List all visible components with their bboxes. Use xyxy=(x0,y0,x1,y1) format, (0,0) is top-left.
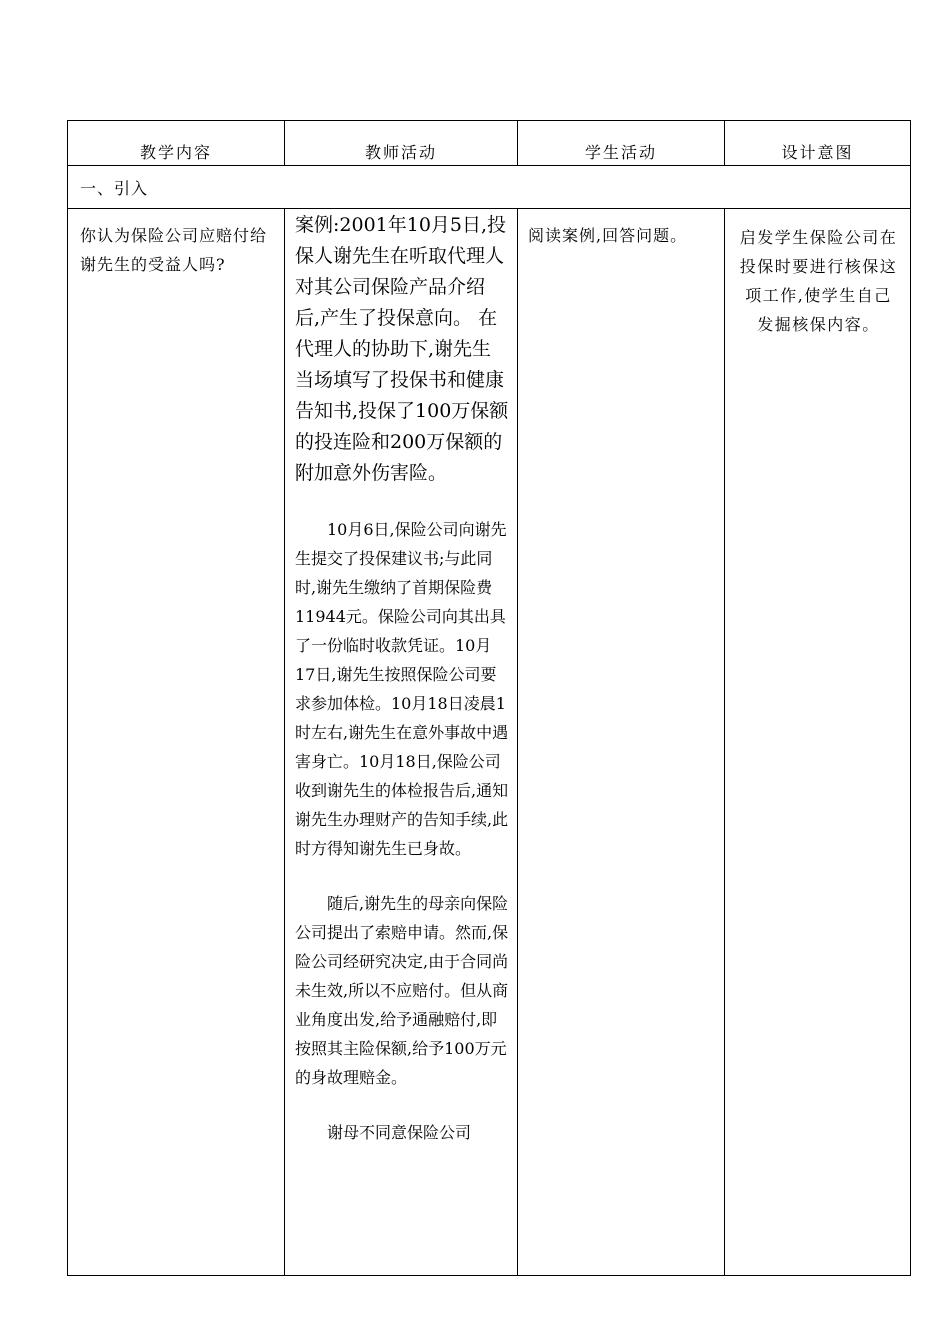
header-teacher: 教师活动 xyxy=(285,121,518,166)
student-cell xyxy=(518,209,725,1276)
teacher-activity xyxy=(285,209,517,1147)
section-label: 一、引入 xyxy=(68,166,911,209)
section-row xyxy=(68,166,911,209)
lesson-plan-table xyxy=(67,120,911,1276)
case-paragraph-2: 10月6日,保险公司向谢先生提交了投保建议书;与此同时,谢先生缴纳了首期保险费11944元。保险公司向其出具了一份临时收款凭证。10月17日,谢先生按照保险公司要求参加体检。10月18日凌晨1时左右,谢先生在意外事故中遇害身亡。10月18日,保险公司收到谢先生的体检报告后,通知谢先生办理财产的告知手续,此时方得知谢先生已身故。 xyxy=(295,520,509,858)
case-paragraph-3: 随后,谢先生的母亲向保险公司提出了索赔申请。然而,保险公司经研究决定,由于合同尚未生效,所以不应赔付。但从商业角度出发,给予通融赔付,即按照其主险保额,给予100万元的身故理赔金。 xyxy=(295,894,509,1087)
content-text: 你认为保险公司应赔付给谢先生的受益人吗? xyxy=(80,226,268,274)
design-intent: 启发学生保险公司在投保时要进行核保这项工作,使学生自己发掘核保内容。 xyxy=(739,228,898,334)
header-student: 学生活动 xyxy=(518,121,725,166)
intent-cell xyxy=(725,209,911,1276)
header-content: 教学内容 xyxy=(68,121,285,166)
case-intro: 案例:2001年10月5日,投保人谢先生在听取代理人对其公司保险产品介绍后,产生了投保意向。 在代理人的协助下,谢先生当场填写了投保书和健康告知书,投保了100万保额的投连险和200万保额的附加意外伤害险。 xyxy=(295,214,509,484)
header-row xyxy=(68,121,911,166)
header-intent: 设计意图 xyxy=(725,121,911,166)
content-cell xyxy=(68,209,285,1276)
table-row xyxy=(68,209,911,1276)
teacher-cell xyxy=(285,209,518,1276)
student-activity: 阅读案例,回答问题。 xyxy=(528,226,688,245)
case-paragraph-4: 谢母不同意保险公司 xyxy=(327,1123,472,1142)
